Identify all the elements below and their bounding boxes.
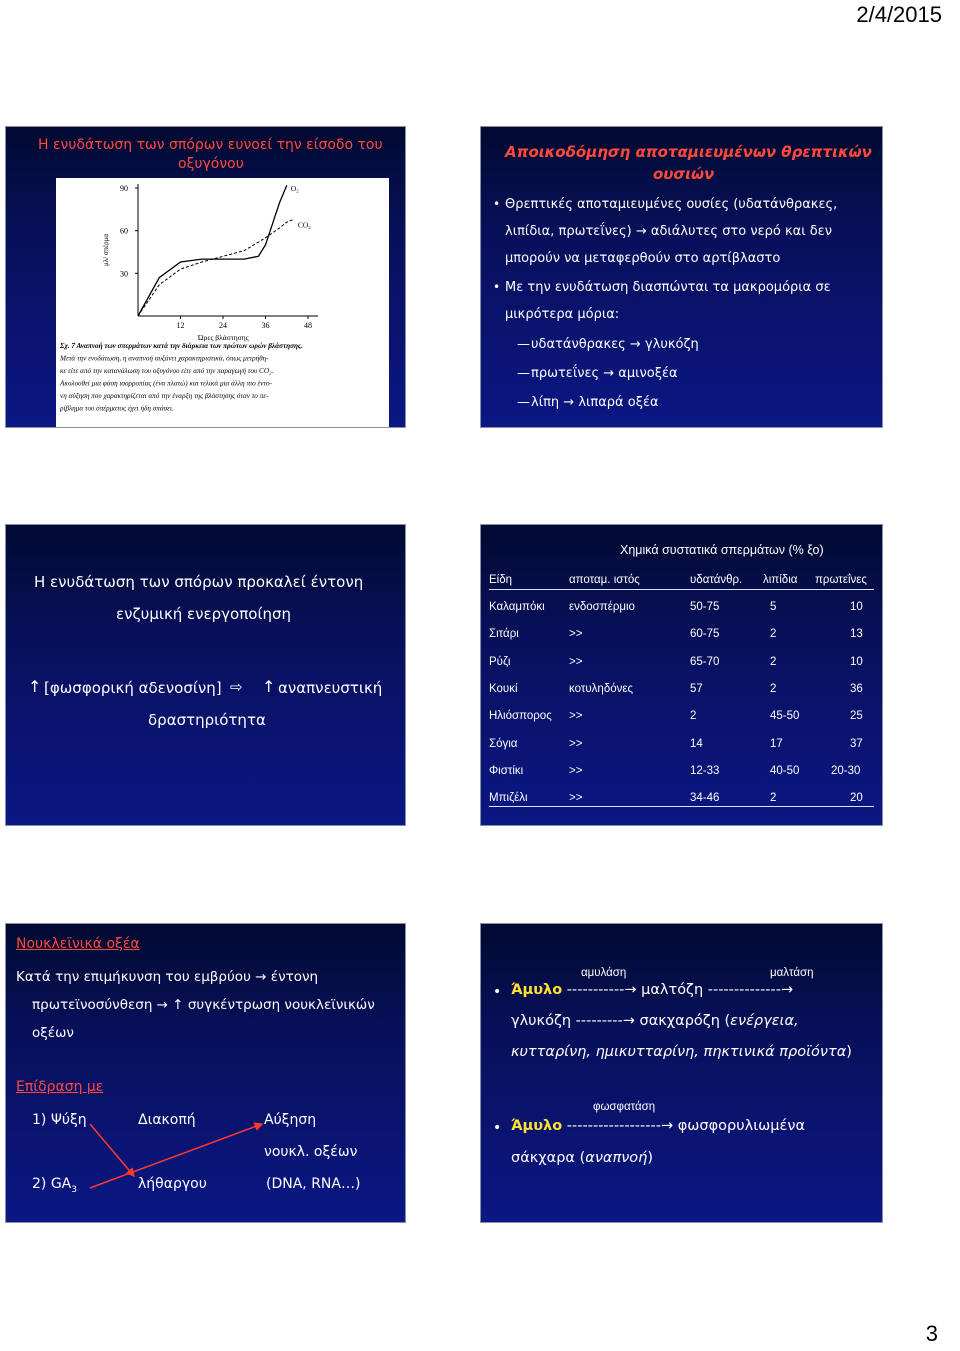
bullet-icon: • [493,280,501,294]
table-cell: 10 [850,601,863,613]
table-cell: 37 [850,737,863,750]
dash-icon: — [517,337,530,352]
y-tick-label: 60 [120,226,128,236]
bullet-icon: • [493,197,501,211]
slide-nutrient-breakdown [480,126,883,428]
table-cell: Ηλιόσπορος [489,710,552,723]
slide-enzyme-activation [5,524,406,826]
nucleic-line2: πρωτεϊνοσύνθεση → ↑ συγκέντρωση νουκλεϊνικών [32,997,375,1013]
table-cell: 2 [770,628,777,641]
y-tick-label: 30 [120,269,128,279]
figure-caption-line: Ακολουθεί μια φάση ισορροπίας (ένα πλατώ) και τελικά μια άλλη πιο έντο- [60,379,273,388]
slide-nucleic-acids [5,923,406,1223]
table-cell: 5 [770,601,777,613]
dash-icon: — [517,395,530,410]
effect-heading: Επίδραση με [16,1079,104,1095]
table-cell: 34-46 [690,792,720,805]
table-header-cell: υδατάνθρ. [690,574,743,586]
table-cell: 50-75 [690,601,720,613]
table-header-cell: πρωτεΐνες [815,574,867,586]
sub-item-lipids: λίπη → λιπαρά οξέα [531,395,659,410]
enzyme-amylase: αμυλάση [581,967,627,979]
table-cell: Σιτάρι [489,628,519,641]
table-cell: >> [569,737,583,750]
bullet2-line2: μικρότερα μόρια: [505,307,620,322]
table-cell: 20-30 [831,764,861,777]
figure-caption-line: κε είτε από την κατανάλωση του οξυγόνου είτε από την παραγωγή του CO₂. [60,367,274,375]
arrow-ga-to-increase [90,1124,262,1188]
y-tick-label: 90 [120,184,128,193]
table-cell: 45-50 [770,710,800,723]
cellulose-products: κυτταρίνη, ημικυτταρίνη, πηκτινικά προϊόντα [511,1044,847,1060]
energy-label: ενέργεια, [730,1013,799,1029]
atp-label: [φωσφορική αδενοσίνη] [44,679,222,697]
increase-label: Αύξηση [264,1112,317,1128]
respiration-chart [56,178,389,428]
sub-item-carbs: υδατάνθρακες → γλυκόζη [531,337,699,352]
enzyme-maltase: μαλτάση [770,967,814,979]
nucleic-heading: Νουκλεϊνικά οξέα [16,936,140,952]
up-arrow-icon: ↑ [262,677,276,696]
table-header-cell: Είδη [489,574,513,586]
figure-caption-line: νη αύξηση που χαρακτηρίζεται από την έναρξη της βλάστησης όταν το πε- [60,392,269,400]
activity-label: δραστηριότητα [148,711,266,729]
table-cell: 14 [690,737,703,750]
bullet1-line1: Θρεπτικές αποταμιευμένες ουσίες (υδατάνθρακες, [505,197,838,212]
close-paren: ) [647,1150,654,1166]
series-label-o2: O₂ [290,184,299,194]
nucleic-acids-label: νουκλ. οξέων [264,1144,358,1160]
nucleic-line1: Κατά την επιμήκυνση του εμβρύου → έντονη [16,969,319,985]
table-cell: ενδοσπέρμιο [569,601,635,613]
table-cell: 20 [850,792,863,805]
bullet-icon: • [493,984,502,1000]
arrow-cold-to-dormancy [90,1124,134,1176]
sugars-label: σάκχαρα ( [511,1150,586,1166]
arrow-lines [6,924,406,1223]
ga-label: 2) GA [32,1176,72,1192]
series-line-co2 [138,219,294,316]
series-line-o2 [138,185,287,316]
close-paren: ) [846,1044,852,1060]
pathway1-arrows: -----------→ μαλτόζη --------------→ [566,982,794,998]
respiration-figure [56,178,389,428]
bullet2-line1: Με την ενυδάτωση διασπώνται τα μακρομόρια σε [505,280,831,295]
bullet1-line3: μπορούν να μεταφερθούν στο αρτίβλαστο [505,251,781,266]
starch-label: Άμυλο [511,982,563,998]
slide-title-line1: Αποικοδόμηση αποταμιευμένων θρεπτικών [505,143,872,161]
right-arrow-icon: ⇨ [230,678,243,696]
table-header-cell: αποταμ. ιστός [569,574,640,586]
bottom-rule [489,806,874,807]
sub-item-proteins: πρωτεΐνες → αμινοξέα [531,366,678,381]
x-tick-label: 12 [176,321,185,330]
table-cell: 60-75 [690,628,720,641]
table-cell: Καλαμπόκι [489,601,545,613]
slide-seed-hydration-oxygen [5,126,406,428]
slide-seed-composition-table [480,524,883,826]
table-cell: 57 [690,682,703,695]
bullet-icon: • [493,1120,502,1136]
glucose-sucrose: γλυκόζη ---------→ σακχαρόζη ( [511,1013,731,1029]
x-tick-label: 48 [304,321,312,330]
slide-starch-breakdown [480,923,883,1223]
table-cell: >> [569,628,583,641]
page-number: 3 [925,1321,938,1346]
respiratory-label: αναπνευστική [278,679,383,697]
table-cell: 12-33 [690,764,720,777]
table-cell: 2 [770,655,777,668]
table-cell: 10 [850,655,863,668]
dormancy-label: λήθαργου [138,1176,207,1192]
dna-rna-label: (DNA, RNA…) [266,1176,361,1192]
table-cell: 2 [770,792,777,805]
slide-title-line1: Η ενυδάτωση των σπόρων ευνοεί την είσοδο του [38,137,383,153]
stop-label: Διακοπή [138,1112,196,1128]
table-cell: >> [569,792,583,805]
table-cell: 2 [770,682,777,695]
table-cell: >> [569,764,583,777]
ga-subscript: 3 [71,1184,77,1195]
slide-title-line2: οξυγόνου [178,156,244,172]
table-cell: Σόγια [489,737,518,750]
figure-caption-line: Σχ. 7 Αναπνοή των σπερμάτων κατά την διάρκεια των πρώτων ωρών βλάστησης. [60,342,303,350]
nucleic-line3: οξέων [32,1025,74,1041]
table-cell: Μπιζέλι [489,792,528,805]
slide-title-line2: ουσιών [653,165,715,183]
x-tick-label: 36 [261,321,270,330]
table-cell: 36 [850,682,863,695]
page-date: 2/4/2015 [856,2,942,27]
x-tick-label: 24 [219,321,227,330]
pathway2-arrows: ------------------→ φωσφορυλιωμένα [566,1118,805,1134]
dash-icon: — [517,366,530,381]
y-axis-label: μλ/ σπέρμα [102,233,110,266]
series-label-co2: CO₂ [297,220,311,230]
respiration-label: αναπνοή [585,1150,648,1166]
table-cell: Φιστίκι [489,764,524,777]
activation-line1: Η ενυδάτωση των σπόρων προκαλεί έντονη [34,573,364,591]
cold-item: 1) Ψύξη [32,1112,87,1128]
table-cell: 2 [690,710,697,723]
x-axis-label: Ώρες βλάστησης [198,333,249,342]
table-cell: 25 [850,710,863,723]
table-header-cell: λιπίδια [763,574,798,586]
table-cell: 65-70 [690,655,720,668]
figure-caption-line: Μετά την ενυδάτωση, η αναπνοή αυξάνει χαρακτηριστικά, όπως μετρήθη- [60,354,269,363]
table-cell: 40-50 [770,764,800,777]
figure-caption-line: ρίβλημα του σπέρματος έχει ήδη σπάσει. [60,404,174,413]
starch-label: Άμυλο [511,1118,563,1134]
table-cell: Κουκί [489,682,518,695]
bullet1-line2: λιπίδια, πρωτεΐνες) → αδιάλυτες στο νερό και δεν [505,224,832,239]
table-cell: >> [569,655,583,668]
table-cell: κοτυληδόνες [569,682,634,695]
enzyme-phosphatase: φωσφατάση [593,1101,656,1113]
table-cell: Ρύζι [489,655,511,668]
table-cell: 13 [850,628,863,641]
up-arrow-icon: ↑ [28,677,42,696]
table-title: Χημικά συστατικά σπερμάτων (% ξο) [620,543,824,557]
table-cell: 17 [770,737,783,750]
header-rule [489,589,874,590]
table-cell: >> [569,710,583,723]
activation-line2: ενζυμική ενεργοποίηση [116,605,292,623]
